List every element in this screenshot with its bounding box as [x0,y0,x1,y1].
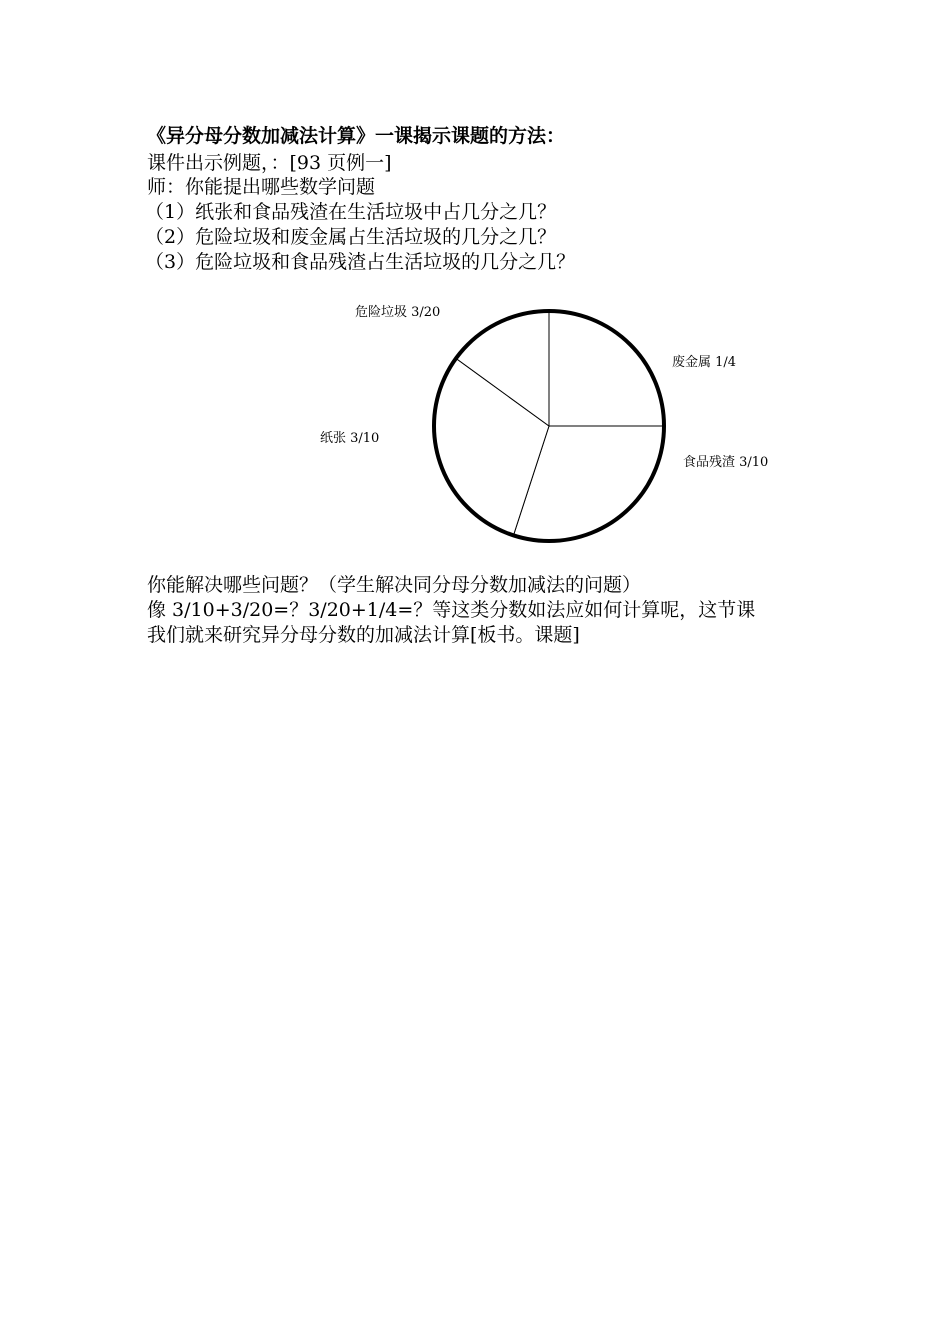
slice-food-residue-label: 食品残渣 3/10 [683,455,769,470]
text-line-example-fractions: 像 3/10+3/20=？3/20+1/4=？等这类分数如法应如何计算呢，这节课 [147,599,756,621]
text-line-lesson-topic: 我们就来研究异分母分数的加减法计算[板书。课题] [147,624,580,646]
question-1: （1）纸张和食品残渣在生活垃圾中占几分之几？ [145,201,557,223]
question-3: （3）危险垃圾和食品残渣占生活垃圾的几分之几？ [145,251,576,273]
slice-waste-metal-label: 废金属 1/4 [672,355,737,370]
slice-paper-label: 纸张 3/10 [320,431,380,446]
text-line-solve-question: 你能解决哪些问题？（学生解决同分母分数加减法的问题） [147,574,642,596]
garbage-pie-chart [300,295,800,550]
question-2: （2）危险垃圾和废金属占生活垃圾的几分之几？ [145,226,557,248]
text-line-teacher-question: 师：你能提出哪些数学问题 [147,176,376,198]
text-line-courseware: 课件出示例题，：[93 页例一] [147,152,392,174]
slice-hazardous-waste-label: 危险垃圾 3/20 [355,305,441,320]
pie-chart-svg [300,295,800,550]
document-title: 《异分母分数加减法计算》一课揭示课题的方法： [147,125,566,147]
